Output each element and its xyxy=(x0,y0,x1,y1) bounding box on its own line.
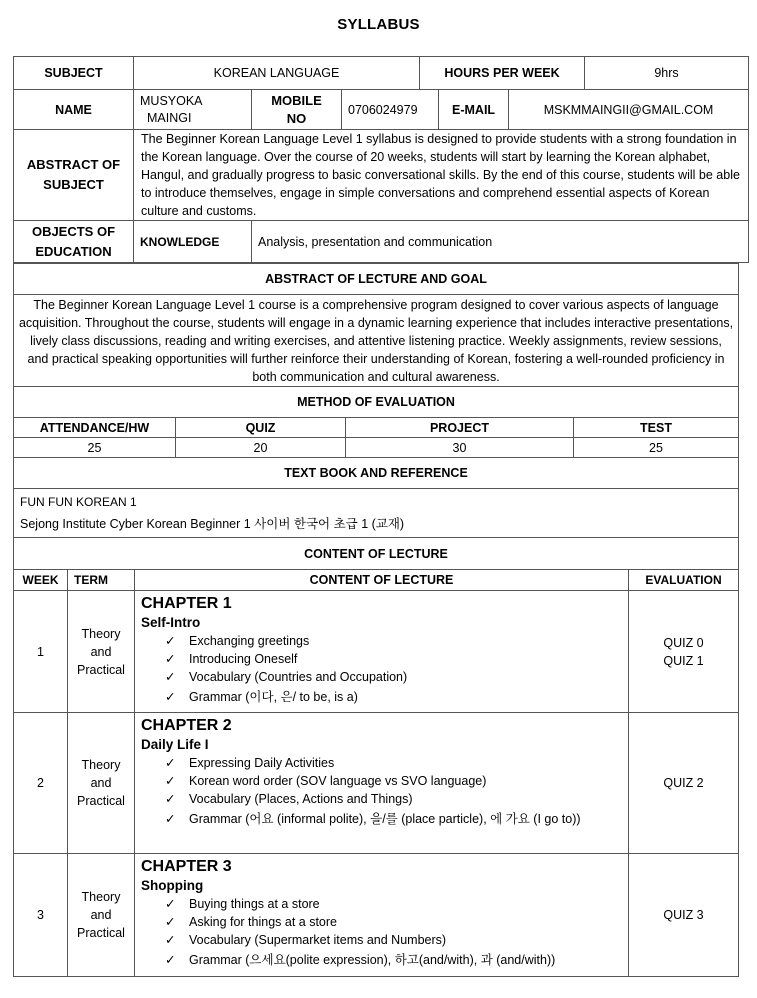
evaluation-item: QUIZ 2 xyxy=(663,776,704,790)
item-text: Vocabulary (Countries and Occupation) xyxy=(189,670,408,684)
subject-value: KOREAN LANGUAGE xyxy=(134,57,420,90)
term-cell xyxy=(68,854,135,977)
list-item xyxy=(165,688,622,707)
objects-label-line-2: EDUCATION xyxy=(35,243,112,259)
chapter-topic: Daily Life I xyxy=(141,737,209,752)
evaluation-cell xyxy=(629,591,739,713)
references-list xyxy=(14,489,739,538)
evaluation-item: QUIZ 1 xyxy=(663,653,704,668)
chapter-title: CHAPTER 2 xyxy=(141,717,232,734)
list-item xyxy=(165,650,622,668)
table-row xyxy=(14,854,739,977)
check-icon: ✓ xyxy=(165,756,176,770)
subject-label: SUBJECT xyxy=(14,57,134,90)
list-item xyxy=(165,913,622,931)
item-text: Exchanging greetings xyxy=(189,634,310,648)
lecture-content xyxy=(135,591,629,713)
term-line: and xyxy=(90,908,112,922)
item-text: Vocabulary (Places, Actions and Things) xyxy=(189,792,413,806)
item-text: Buying things at a store xyxy=(189,897,320,911)
list-item xyxy=(165,772,622,790)
email-value: MSKMMAINGII@GMAIL.COM xyxy=(509,90,749,130)
reference-item: Sejong Institute Cyber Korean Beginner 1 사이버 한국어 초급 1 (교재) xyxy=(20,517,405,531)
list-item xyxy=(165,790,622,808)
list-item xyxy=(165,810,622,829)
item-text: Grammar (이다, 은/ to be, is a) xyxy=(189,690,358,704)
content-table xyxy=(13,537,739,977)
objects-label xyxy=(14,221,134,263)
content-heading: CONTENT OF LECTURE xyxy=(14,538,739,570)
eval-col-attendance: ATTENDANCE/HW xyxy=(14,418,176,438)
chapter-topic: Self-Intro xyxy=(141,615,201,630)
check-icon: ✓ xyxy=(165,774,176,788)
course-overview-table xyxy=(13,263,739,538)
knowledge-label: KNOWLEDGE xyxy=(134,221,252,263)
hours-value: 9hrs xyxy=(585,57,749,90)
item-text: Korean word order (SOV language vs SVO language) xyxy=(189,774,487,788)
col-evaluation: EVALUATION xyxy=(629,570,739,591)
knowledge-value: Analysis, presentation and communication xyxy=(252,221,749,263)
col-term: TERM xyxy=(68,570,135,591)
name-label: NAME xyxy=(14,90,134,130)
check-icon: ✓ xyxy=(165,897,176,911)
check-icon: ✓ xyxy=(165,652,176,666)
eval-col-project: PROJECT xyxy=(346,418,574,438)
week-number: 3 xyxy=(14,854,68,977)
term-cell xyxy=(68,591,135,713)
table-row xyxy=(14,591,739,713)
eval-value-attendance: 25 xyxy=(14,438,176,458)
name-line-2: MAINGI xyxy=(147,110,192,125)
item-text: Grammar (으세요(polite expression), 하고(and/with), 과 (and/with)) xyxy=(189,953,556,967)
check-icon: ✓ xyxy=(165,915,176,929)
check-icon: ✓ xyxy=(165,953,176,967)
item-text: Vocabulary (Supermarket items and Numbers) xyxy=(189,933,447,947)
check-icon: ✓ xyxy=(165,690,176,704)
topic-list xyxy=(141,895,622,970)
term-line: Theory xyxy=(81,626,121,641)
term-line: Practical xyxy=(77,662,125,677)
week-number: 1 xyxy=(14,591,68,713)
term-line: and xyxy=(90,776,112,790)
evaluation-item: QUIZ 3 xyxy=(663,908,704,922)
col-week: WEEK xyxy=(14,570,68,591)
item-text: Introducing Oneself xyxy=(189,652,298,666)
abstract-label-line-2: SUBJECT xyxy=(43,177,104,192)
item-text: Expressing Daily Activities xyxy=(189,756,335,770)
abstract-text: The Beginner Korean Language Level 1 syllabus is designed to provide students with a strong foundation in the Korean language. Over the course of 20 weeks, students will start by learning the Korean alphabet, Hangul, and gradually progress to basic conversational skills. By the end of this course, students will be able to introduce themselves, engage in simple conversations and comprehend essential aspects of Korean culture and customs. xyxy=(134,130,749,221)
abstract-label-line-1: ABSTRACT OF xyxy=(26,157,121,172)
mobile-label-line-1: MOBILE xyxy=(271,92,322,108)
eval-value-project: 30 xyxy=(346,438,574,458)
list-item xyxy=(165,895,622,913)
name-line-1: MUSYOKA xyxy=(140,93,203,108)
reference-item: FUN FUN KOREAN 1 xyxy=(20,495,137,509)
col-content: CONTENT OF LECTURE xyxy=(135,570,629,591)
email-label: E-MAIL xyxy=(439,90,509,130)
check-icon: ✓ xyxy=(165,933,176,947)
eval-value-quiz: 20 xyxy=(176,438,346,458)
chapter-title: CHAPTER 1 xyxy=(141,595,232,612)
mobile-label xyxy=(252,90,342,130)
chapter-title: CHAPTER 3 xyxy=(141,858,232,875)
evaluation-cell xyxy=(629,713,739,854)
lecture-content xyxy=(135,713,629,854)
lecture-goal-text: The Beginner Korean Language Level 1 course is a comprehensive program designed to cover various aspects of language acquisition. Throughout the course, students will engage in a dynamic learning experience that includes interactive presentations, lively class discussions, reading and writing exercises, and attentive listening practice. Weekly assignments, review sessions, and practical speaking opportunities will further reinforce their understanding of Korean, fostering a well-rounded proficiency in both communication and cultural awareness. xyxy=(14,295,739,387)
check-icon: ✓ xyxy=(165,634,176,648)
references-heading: TEXT BOOK AND REFERENCE xyxy=(14,458,739,489)
term-line: Practical xyxy=(77,794,125,808)
abstract-label xyxy=(14,130,134,221)
evaluation-heading: METHOD OF EVALUATION xyxy=(14,387,739,418)
eval-col-quiz: QUIZ xyxy=(176,418,346,438)
hours-label: HOURS PER WEEK xyxy=(420,57,585,90)
list-item xyxy=(165,951,622,970)
name-value xyxy=(134,90,252,130)
evaluation-item: QUIZ 0 xyxy=(663,635,704,650)
chapter-topic: Shopping xyxy=(141,878,204,893)
lecture-goal-heading: ABSTRACT OF LECTURE AND GOAL xyxy=(14,264,739,295)
table-row xyxy=(14,713,739,854)
list-item xyxy=(165,754,622,772)
page-title: SYLLABUS xyxy=(337,16,420,33)
list-item xyxy=(165,668,622,686)
check-icon: ✓ xyxy=(165,792,176,806)
term-line: Practical xyxy=(77,926,125,940)
term-cell xyxy=(68,713,135,854)
objects-label-line-1: OBJECTS OF xyxy=(31,223,116,239)
list-item xyxy=(165,931,622,949)
topic-list xyxy=(141,632,622,707)
topic-list xyxy=(141,754,622,829)
syllabus-info-table xyxy=(13,56,749,263)
term-line: Theory xyxy=(81,758,121,772)
term-line: Theory xyxy=(81,890,121,904)
mobile-label-line-2: NO xyxy=(286,110,307,126)
eval-value-test: 25 xyxy=(574,438,739,458)
check-icon: ✓ xyxy=(165,670,176,684)
term-line: and xyxy=(90,644,112,659)
mobile-value: 0706024979 xyxy=(342,90,439,130)
week-number: 2 xyxy=(14,713,68,854)
item-text: Asking for things at a store xyxy=(189,915,337,929)
lecture-content xyxy=(135,854,629,977)
check-icon: ✓ xyxy=(165,812,176,826)
item-text: Grammar (어요 (informal polite), 을/를 (place particle), 에 가요 (I go to)) xyxy=(189,812,581,826)
eval-col-test: TEST xyxy=(574,418,739,438)
list-item xyxy=(165,632,622,650)
evaluation-cell xyxy=(629,854,739,977)
